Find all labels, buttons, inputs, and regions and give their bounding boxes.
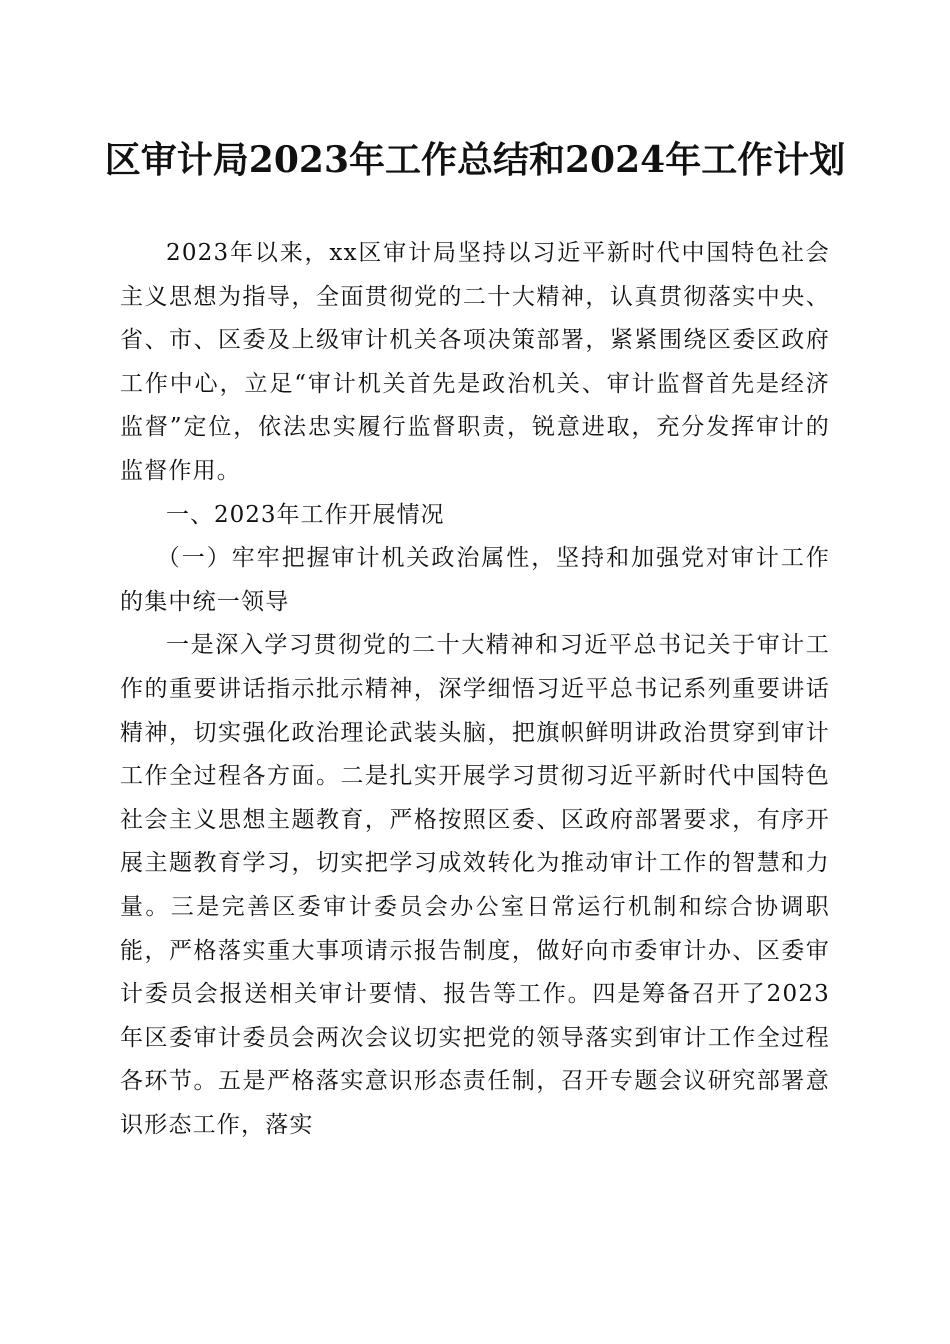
document-title: 区审计局2023年工作总结和2024年工作计划 bbox=[104, 139, 846, 181]
document-body bbox=[120, 232, 830, 1147]
subsection-paragraph: 一是深入学习贯彻党的二十大精神和习近平总书记关于审计工作的重要讲话指示批示精神，深学细悟习近平总书记系列重要讲话精神，切实强化政治理论武装头脑，把旗帜鲜明讲政治贯穿到审计工作全过程各方面。二是扎实开展学习贯彻习近平新时代中国特色社会主义思想主题教育，严格按照区委、区政府部署要求，有序开展主题教育学习，切实把学习成效转化为推动审计工作的智慧和力量。三是完善区委审计委员会办公室日常运行机制和综合协调职能，严格落实重大事项请示报告制度，做好向市委审计办、区委审计委员会报送相关审计要情、报告等工作。四是筹备召开了2023年区委审计委员会两次会议切实把党的领导落实到审计工作全过程各环节。五是严格落实意识形态责任制，召开专题会议研究部署意识形态工作，落实 bbox=[120, 632, 830, 1138]
intro-paragraph: 2023年以来，xx区审计局坚持以习近平新时代中国特色社会主义思想为指导，全面贯彻党的二十大精神，认真贯彻落实中央、省、市、区委及上级审计机关各项决策部署，紧紧围绕区委区政府工作中心，立足“审计机关首先是政治机关、审计监督首先是经济监督”定位，依法忠实履行监督职责，锐意进取，充分发挥审计的监督作用。 bbox=[120, 240, 830, 484]
section-heading: 一、2023年工作开展情况 bbox=[166, 501, 445, 528]
subsection-heading: （一）牢牢把握审计机关政治属性，坚持和加强党对审计工作的集中统一领导 bbox=[120, 545, 830, 615]
